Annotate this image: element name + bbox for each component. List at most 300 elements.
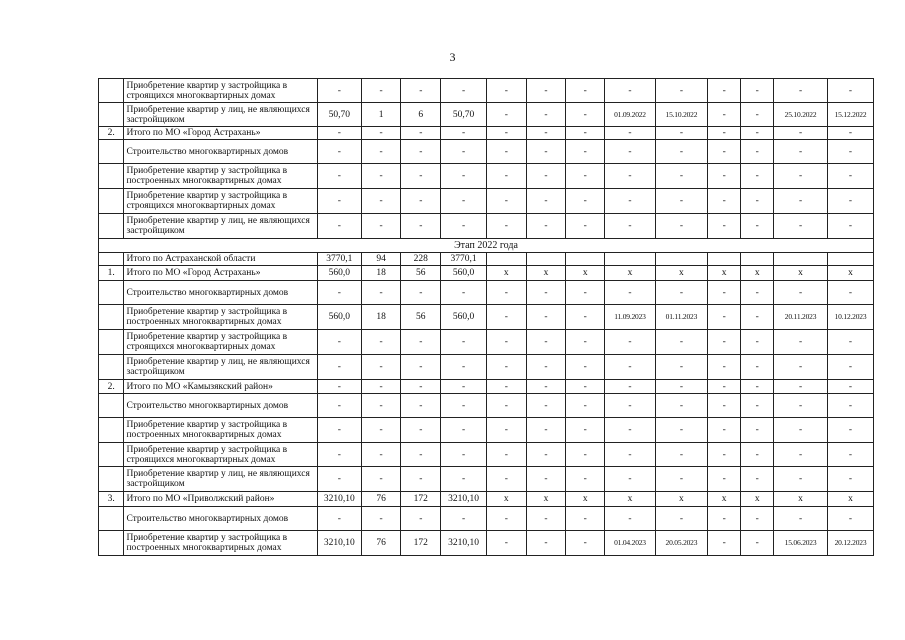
page-number: 3: [449, 50, 456, 64]
value-cell: -: [707, 164, 741, 189]
row-number-cell: 1.: [99, 266, 124, 281]
value-cell: -: [361, 418, 401, 443]
value-cell: [774, 253, 828, 266]
value-cell: -: [707, 281, 741, 305]
value-cell: -: [707, 214, 741, 239]
value-cell: 20.12.2023: [828, 531, 874, 556]
value-cell: -: [774, 127, 828, 140]
value-cell: -: [526, 330, 566, 355]
value-cell: -: [401, 467, 441, 492]
value-cell: -: [441, 164, 487, 189]
value-cell: -: [566, 164, 605, 189]
value-cell: -: [655, 214, 707, 239]
value-cell: -: [566, 531, 605, 556]
value-cell: -: [828, 79, 874, 103]
value-cell: -: [317, 394, 361, 418]
value-cell: -: [741, 507, 774, 531]
value-cell: 560,0: [441, 266, 487, 281]
value-cell: -: [486, 330, 526, 355]
table-row: [99, 189, 874, 214]
value-cell: x: [828, 266, 874, 281]
value-cell: -: [486, 305, 526, 330]
value-cell: -: [828, 127, 874, 140]
table-row: [99, 140, 874, 164]
value-cell: -: [361, 467, 401, 492]
stage-heading: Этап 2022 года: [99, 239, 874, 253]
value-cell: -: [605, 189, 656, 214]
value-cell: -: [655, 281, 707, 305]
table-row: [99, 492, 874, 507]
value-cell: -: [707, 418, 741, 443]
row-label-cell: Приобретение квартир у застройщика в строящихся многоквартирных домах: [124, 189, 317, 214]
value-cell: -: [441, 380, 487, 394]
value-cell: [526, 253, 566, 266]
value-cell: -: [655, 380, 707, 394]
value-cell: -: [401, 443, 441, 467]
value-cell: 50,70: [317, 103, 361, 127]
value-cell: -: [707, 467, 741, 492]
table-row: [99, 330, 874, 355]
value-cell: -: [441, 140, 487, 164]
row-number-cell: [99, 253, 124, 266]
value-cell: 76: [361, 492, 401, 507]
value-cell: -: [774, 467, 828, 492]
value-cell: -: [441, 127, 487, 140]
value-cell: 3210,10: [317, 531, 361, 556]
value-cell: -: [566, 281, 605, 305]
value-cell: -: [566, 467, 605, 492]
value-cell: -: [441, 355, 487, 380]
value-cell: -: [317, 164, 361, 189]
row-number-cell: [99, 189, 124, 214]
value-cell: -: [828, 418, 874, 443]
value-cell: -: [707, 79, 741, 103]
value-cell: x: [605, 492, 656, 507]
table-row: [99, 467, 874, 492]
value-cell: 3770,1: [317, 253, 361, 266]
row-label-cell: Приобретение квартир у лиц, не являющихся застройщиком: [124, 103, 317, 127]
value-cell: -: [774, 394, 828, 418]
value-cell: 560,0: [317, 305, 361, 330]
value-cell: -: [441, 507, 487, 531]
row-number-cell: [99, 418, 124, 443]
value-cell: -: [828, 507, 874, 531]
value-cell: -: [401, 355, 441, 380]
value-cell: -: [566, 140, 605, 164]
value-cell: -: [774, 418, 828, 443]
value-cell: x: [707, 492, 741, 507]
stage-row: [99, 239, 874, 253]
value-cell: -: [774, 214, 828, 239]
value-cell: 56: [401, 266, 441, 281]
value-cell: -: [486, 418, 526, 443]
value-cell: x: [741, 266, 774, 281]
value-cell: 228: [401, 253, 441, 266]
value-cell: -: [486, 79, 526, 103]
value-cell: -: [605, 467, 656, 492]
value-cell: x: [566, 266, 605, 281]
row-label-cell: Приобретение квартир у застройщика в построенных многоквартирных домах: [124, 164, 317, 189]
value-cell: -: [361, 380, 401, 394]
value-cell: -: [655, 127, 707, 140]
row-number-cell: [99, 164, 124, 189]
table-row: [99, 281, 874, 305]
table-row: [99, 214, 874, 239]
value-cell: x: [655, 266, 707, 281]
value-cell: -: [774, 140, 828, 164]
value-cell: x: [526, 266, 566, 281]
row-number-cell: 2.: [99, 380, 124, 394]
value-cell: 3210,10: [317, 492, 361, 507]
table-row: [99, 380, 874, 394]
value-cell: -: [774, 281, 828, 305]
row-number-cell: [99, 467, 124, 492]
value-cell: -: [401, 189, 441, 214]
value-cell: -: [361, 507, 401, 531]
value-cell: 94: [361, 253, 401, 266]
value-cell: -: [486, 380, 526, 394]
value-cell: -: [526, 103, 566, 127]
row-label-cell: Приобретение квартир у лиц, не являющихся застройщиком: [124, 467, 317, 492]
value-cell: -: [707, 305, 741, 330]
value-cell: x: [774, 266, 828, 281]
value-cell: -: [401, 380, 441, 394]
value-cell: -: [828, 164, 874, 189]
value-cell: -: [361, 355, 401, 380]
value-cell: -: [361, 443, 401, 467]
value-cell: -: [707, 507, 741, 531]
value-cell: 11.09.2023: [605, 305, 656, 330]
row-number-cell: [99, 330, 124, 355]
value-cell: -: [317, 418, 361, 443]
value-cell: x: [707, 266, 741, 281]
row-number-cell: [99, 394, 124, 418]
value-cell: -: [707, 140, 741, 164]
value-cell: -: [605, 355, 656, 380]
row-number-cell: [99, 140, 124, 164]
value-cell: -: [655, 189, 707, 214]
value-cell: -: [741, 79, 774, 103]
value-cell: 20.05.2023: [655, 531, 707, 556]
value-cell: 15.12.2022: [828, 103, 874, 127]
value-cell: x: [655, 492, 707, 507]
value-cell: -: [566, 214, 605, 239]
table-row: [99, 266, 874, 281]
table-row: [99, 507, 874, 531]
value-cell: -: [828, 394, 874, 418]
value-cell: -: [741, 305, 774, 330]
value-cell: -: [655, 443, 707, 467]
value-cell: -: [361, 281, 401, 305]
value-cell: -: [566, 418, 605, 443]
value-cell: -: [605, 418, 656, 443]
value-cell: -: [828, 355, 874, 380]
value-cell: -: [401, 507, 441, 531]
value-cell: -: [401, 418, 441, 443]
value-cell: -: [441, 79, 487, 103]
value-cell: -: [526, 189, 566, 214]
value-cell: -: [566, 394, 605, 418]
value-cell: x: [741, 492, 774, 507]
row-number-cell: 3.: [99, 492, 124, 507]
table-row: [99, 164, 874, 189]
row-label-cell: Приобретение квартир у застройщика в построенных многоквартирных домах: [124, 531, 317, 556]
value-cell: -: [741, 189, 774, 214]
value-cell: -: [566, 380, 605, 394]
value-cell: -: [774, 443, 828, 467]
value-cell: 76: [361, 531, 401, 556]
value-cell: 3210,10: [441, 531, 487, 556]
value-cell: -: [707, 127, 741, 140]
table-row: [99, 531, 874, 556]
row-label-cell: Итого по МО «Город Астрахань»: [124, 266, 317, 281]
value-cell: -: [486, 140, 526, 164]
value-cell: -: [605, 79, 656, 103]
value-cell: -: [605, 507, 656, 531]
value-cell: -: [605, 380, 656, 394]
value-cell: x: [566, 492, 605, 507]
value-cell: -: [486, 355, 526, 380]
value-cell: 560,0: [441, 305, 487, 330]
value-cell: -: [566, 127, 605, 140]
row-label-cell: Строительство многоквартирных домов: [124, 394, 317, 418]
value-cell: -: [317, 467, 361, 492]
value-cell: -: [401, 394, 441, 418]
value-cell: -: [526, 164, 566, 189]
value-cell: -: [605, 140, 656, 164]
program-table: [98, 78, 874, 556]
value-cell: [828, 253, 874, 266]
value-cell: -: [361, 164, 401, 189]
value-cell: -: [707, 330, 741, 355]
value-cell: -: [441, 418, 487, 443]
value-cell: [655, 253, 707, 266]
value-cell: 01.11.2023: [655, 305, 707, 330]
value-cell: -: [741, 394, 774, 418]
value-cell: -: [605, 443, 656, 467]
value-cell: -: [741, 127, 774, 140]
row-number-cell: [99, 355, 124, 380]
value-cell: -: [828, 140, 874, 164]
row-number-cell: [99, 79, 124, 103]
table-body: [99, 79, 874, 556]
value-cell: -: [526, 355, 566, 380]
table-row: [99, 127, 874, 140]
value-cell: -: [526, 380, 566, 394]
value-cell: -: [317, 355, 361, 380]
table-row: [99, 305, 874, 330]
value-cell: -: [566, 507, 605, 531]
row-label-cell: Строительство многоквартирных домов: [124, 140, 317, 164]
value-cell: -: [441, 443, 487, 467]
value-cell: -: [605, 214, 656, 239]
value-cell: -: [566, 305, 605, 330]
row-label-cell: Итого по МО «Приволжский район»: [124, 492, 317, 507]
value-cell: -: [605, 394, 656, 418]
value-cell: -: [774, 79, 828, 103]
value-cell: -: [317, 189, 361, 214]
value-cell: 01.04.2023: [605, 531, 656, 556]
value-cell: -: [486, 531, 526, 556]
value-cell: -: [707, 531, 741, 556]
value-cell: -: [566, 330, 605, 355]
value-cell: -: [526, 418, 566, 443]
value-cell: -: [317, 214, 361, 239]
row-label-cell: Приобретение квартир у застройщика в строящихся многоквартирных домах: [124, 79, 317, 103]
value-cell: x: [828, 492, 874, 507]
value-cell: -: [486, 164, 526, 189]
value-cell: -: [486, 127, 526, 140]
value-cell: -: [828, 443, 874, 467]
value-cell: x: [486, 266, 526, 281]
table-row: [99, 253, 874, 266]
table-row: [99, 418, 874, 443]
row-label-cell: Приобретение квартир у застройщика в построенных многоквартирных домах: [124, 418, 317, 443]
row-number-cell: [99, 531, 124, 556]
value-cell: -: [655, 164, 707, 189]
row-label-cell: Приобретение квартир у лиц, не являющихся застройщиком: [124, 214, 317, 239]
value-cell: -: [655, 330, 707, 355]
value-cell: 18: [361, 305, 401, 330]
value-cell: -: [317, 380, 361, 394]
value-cell: 3770,1: [441, 253, 487, 266]
value-cell: -: [605, 330, 656, 355]
value-cell: [741, 253, 774, 266]
value-cell: -: [774, 380, 828, 394]
value-cell: -: [317, 443, 361, 467]
value-cell: 6: [401, 103, 441, 127]
value-cell: -: [655, 140, 707, 164]
value-cell: -: [526, 79, 566, 103]
value-cell: -: [774, 164, 828, 189]
value-cell: -: [401, 127, 441, 140]
value-cell: 172: [401, 531, 441, 556]
value-cell: -: [741, 330, 774, 355]
row-label-cell: Приобретение квартир у лиц, не являющихся застройщиком: [124, 355, 317, 380]
value-cell: -: [526, 127, 566, 140]
row-number-cell: [99, 443, 124, 467]
value-cell: -: [486, 394, 526, 418]
value-cell: -: [741, 443, 774, 467]
value-cell: 560,0: [317, 266, 361, 281]
value-cell: 18: [361, 266, 401, 281]
value-cell: -: [401, 281, 441, 305]
value-cell: -: [441, 214, 487, 239]
value-cell: -: [828, 189, 874, 214]
value-cell: -: [707, 189, 741, 214]
row-number-cell: 2.: [99, 127, 124, 140]
row-label-cell: Приобретение квартир у застройщика в строящихся многоквартирных домах: [124, 330, 317, 355]
table-row: [99, 443, 874, 467]
value-cell: -: [401, 140, 441, 164]
value-cell: -: [526, 305, 566, 330]
row-label-cell: Приобретение квартир у застройщика в строящихся многоквартирных домах: [124, 443, 317, 467]
value-cell: 56: [401, 305, 441, 330]
value-cell: x: [486, 492, 526, 507]
table-row: [99, 394, 874, 418]
value-cell: 50,70: [441, 103, 487, 127]
value-cell: x: [774, 492, 828, 507]
value-cell: -: [486, 467, 526, 492]
value-cell: -: [401, 79, 441, 103]
row-number-cell: [99, 214, 124, 239]
value-cell: -: [317, 79, 361, 103]
value-cell: -: [707, 355, 741, 380]
value-cell: [605, 253, 656, 266]
value-cell: -: [655, 79, 707, 103]
value-cell: -: [741, 531, 774, 556]
value-cell: -: [486, 189, 526, 214]
value-cell: -: [741, 467, 774, 492]
value-cell: -: [441, 330, 487, 355]
value-cell: -: [828, 281, 874, 305]
value-cell: -: [774, 189, 828, 214]
value-cell: -: [317, 330, 361, 355]
value-cell: -: [566, 103, 605, 127]
value-cell: -: [741, 164, 774, 189]
value-cell: -: [774, 355, 828, 380]
row-label-cell: Строительство многоквартирных домов: [124, 507, 317, 531]
value-cell: -: [741, 380, 774, 394]
value-cell: -: [566, 189, 605, 214]
value-cell: -: [741, 214, 774, 239]
table-row: [99, 355, 874, 380]
value-cell: -: [361, 214, 401, 239]
value-cell: -: [361, 394, 401, 418]
row-label-cell: Итого по Астраханской области: [124, 253, 317, 266]
value-cell: -: [774, 507, 828, 531]
value-cell: -: [441, 394, 487, 418]
value-cell: x: [526, 492, 566, 507]
value-cell: -: [741, 103, 774, 127]
value-cell: -: [401, 330, 441, 355]
value-cell: -: [526, 394, 566, 418]
value-cell: -: [361, 189, 401, 214]
value-cell: -: [707, 443, 741, 467]
value-cell: -: [317, 507, 361, 531]
value-cell: -: [741, 418, 774, 443]
value-cell: -: [707, 394, 741, 418]
value-cell: -: [361, 140, 401, 164]
row-number-cell: [99, 281, 124, 305]
value-cell: -: [566, 79, 605, 103]
row-label-cell: Приобретение квартир у застройщика в построенных многоквартирных домах: [124, 305, 317, 330]
value-cell: 25.10.2022: [774, 103, 828, 127]
value-cell: -: [526, 467, 566, 492]
value-cell: 172: [401, 492, 441, 507]
value-cell: -: [486, 214, 526, 239]
value-cell: -: [526, 214, 566, 239]
value-cell: -: [655, 418, 707, 443]
value-cell: -: [401, 164, 441, 189]
value-cell: -: [441, 189, 487, 214]
value-cell: -: [828, 330, 874, 355]
row-label-cell: Строительство многоквартирных домов: [124, 281, 317, 305]
table-row: [99, 79, 874, 103]
value-cell: -: [828, 214, 874, 239]
value-cell: -: [361, 127, 401, 140]
value-cell: -: [441, 281, 487, 305]
table-row: [99, 103, 874, 127]
value-cell: -: [486, 281, 526, 305]
value-cell: -: [655, 467, 707, 492]
row-number-cell: [99, 103, 124, 127]
value-cell: -: [486, 103, 526, 127]
row-number-cell: [99, 507, 124, 531]
value-cell: -: [828, 467, 874, 492]
value-cell: -: [655, 394, 707, 418]
value-cell: -: [361, 79, 401, 103]
